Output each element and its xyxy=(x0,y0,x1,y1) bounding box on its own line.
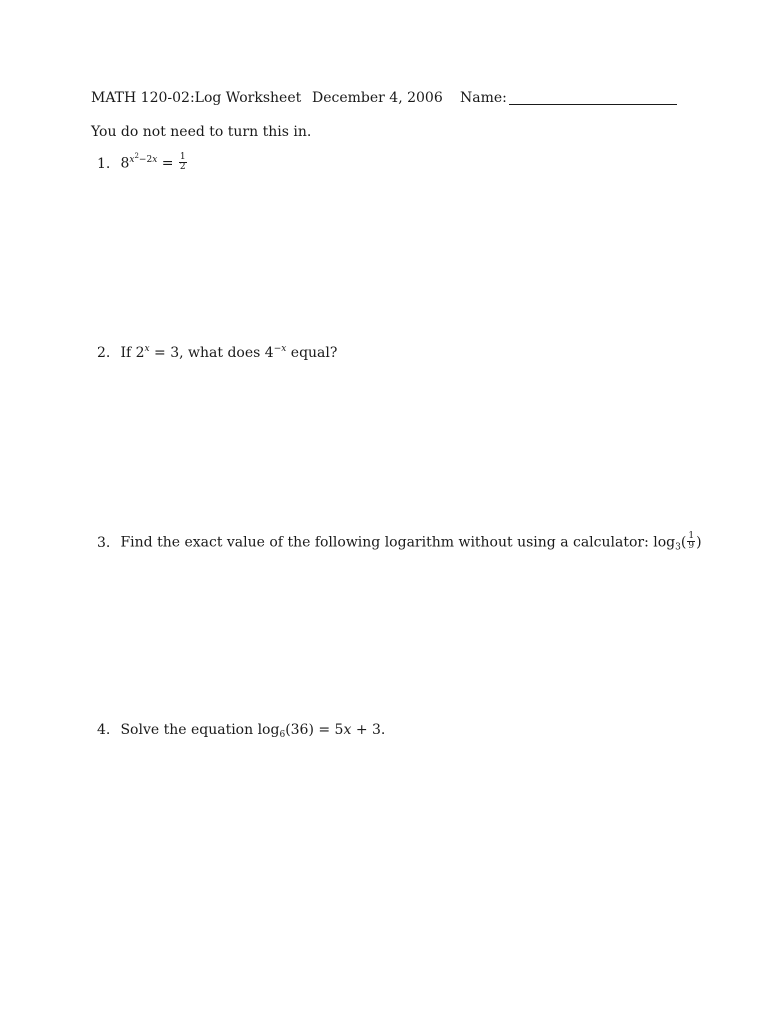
log-base: 3 xyxy=(675,542,681,553)
problem-text: Find the exact value of the following logarithm without using a calculator: log xyxy=(120,534,676,551)
exponent: −x xyxy=(273,344,287,354)
fraction-one-ninth: $\frac{1}{9}$ xyxy=(688,531,695,551)
name-blank-line xyxy=(509,104,677,105)
variable-x: x xyxy=(343,722,352,738)
problem-4 xyxy=(97,722,385,738)
course-title: MATH 120-02:Log Worksheet xyxy=(91,90,302,106)
problem-number: 4. xyxy=(97,722,111,738)
problem-text: equal? xyxy=(286,345,338,361)
problem-number: 1. xyxy=(97,155,111,172)
equation-exponent: x2−2x xyxy=(129,151,158,165)
worksheet-date: December 4, 2006 xyxy=(312,90,443,106)
problem-text: If 2 xyxy=(120,345,145,361)
problem-number: 2. xyxy=(97,345,111,361)
exponent: x xyxy=(144,344,150,354)
fraction-one-half: $\frac{1}{2}$ xyxy=(179,152,186,172)
problem-1 xyxy=(97,151,188,173)
equals-sign: = xyxy=(157,155,178,172)
problem-text: = 3, what does 4 xyxy=(149,345,274,361)
problem-2 xyxy=(97,345,337,361)
problem-text: Solve the equation log xyxy=(120,722,280,738)
equation-base: 8 xyxy=(120,155,130,172)
problem-3: 3. Find the exact value of the following logarithm without using a calculator: $\log_3$( $\frac{1}{9}$ ) xyxy=(97,531,702,553)
problem-text: (36) = 5 xyxy=(285,722,344,738)
name-label: Name: xyxy=(460,90,507,106)
log-base: 6 xyxy=(279,730,286,740)
instructions-text: You do not need to turn this in. xyxy=(91,124,312,140)
problem-text: + 3. xyxy=(351,722,386,738)
worksheet-header xyxy=(91,90,681,110)
problem-number: 3. xyxy=(97,534,111,551)
